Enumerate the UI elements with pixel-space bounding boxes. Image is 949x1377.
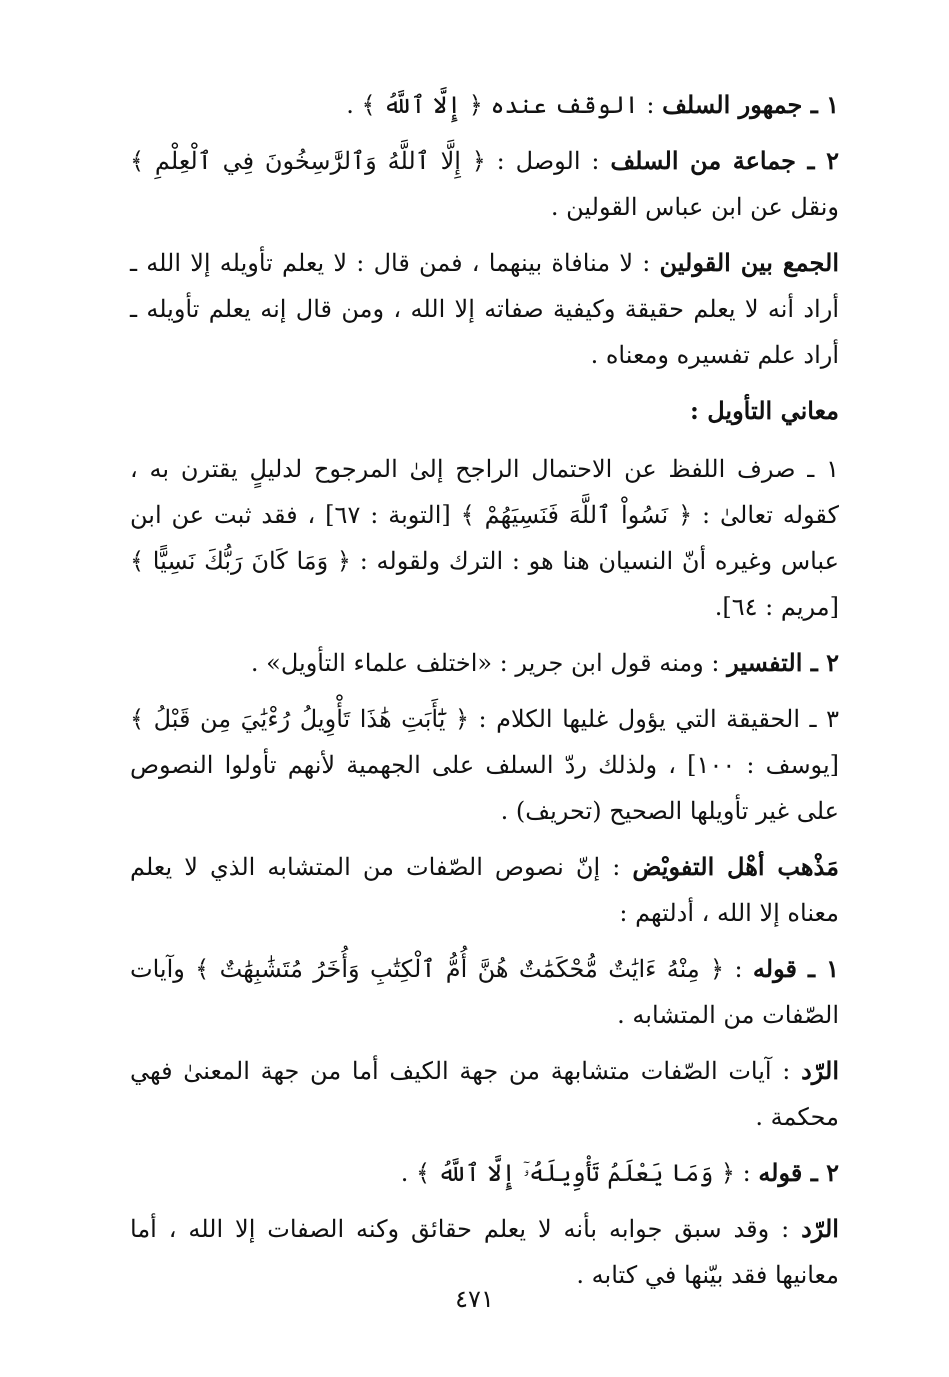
paragraph-tafwid-doctrine: [130, 844, 839, 936]
paragraph-text: : ﴿ وَمَا يَعْلَمُ تَأْوِيلَهُۥٓ إِلَّا ٱللَّهُ ﴾ .: [400, 1159, 751, 1187]
paragraph-lead: الرّد: [801, 1056, 839, 1085]
paragraph-text: : إنّ نصوص الصّفات من المتشابه الذي لا يعلم معناه إلا الله ، أدلتهم :: [130, 853, 839, 927]
section-heading-meanings: [130, 388, 839, 434]
paragraph-text: : وقد سبق جوابه بأنه لا يعلم حقائق وكنه الصفات إلا الله ، أما معانيها فقد بيّنها في كتابه .: [130, 1215, 839, 1289]
paragraph-meaning-2: [130, 640, 839, 686]
paragraph-lead: الرّد: [801, 1214, 839, 1243]
paragraph-text: ٣ ـ الحقيقة التي يؤول غليها الكلام : ﴿ يَٰٓأَبَتِ هَٰذَا تَأْوِيلُ رُءْيَٰيَ مِن قَبْلُ ﴾ [يوسف : ١٠٠] ، ولذلك ردّ السلف على الجهمية لأنهم تأولوا النصوص على غير تأويلها الصحيح (تحريف) .: [130, 705, 839, 825]
paragraph-text: : الوقف عنده ﴿ إِلَّا ٱللَّهُ ﴾ .: [346, 91, 655, 119]
page-body: [130, 82, 839, 1308]
paragraph-lead: الجمع بين القولين: [659, 248, 839, 277]
paragraph-evidence-2: [130, 1150, 839, 1196]
paragraph-meaning-3: [130, 696, 839, 834]
paragraph-reconciliation: [130, 240, 839, 378]
paragraph-majority-salaf: [130, 82, 839, 128]
paragraph-lead: ١ ـ جمهور السلف: [662, 90, 839, 119]
paragraph-meaning-1: [130, 446, 839, 630]
paragraph-text: : الوصل : ﴿ إِلَّا ٱللَّهُ وَٱلرَّٰسِخُونَ فِي ٱلْعِلْمِ ﴾ ونقل عن ابن عباس القولين .: [130, 147, 839, 221]
paragraph-lead: ٢ ـ قوله: [758, 1158, 839, 1187]
paragraph-lead: مَذْهب أهْل التفويْض: [632, 852, 840, 881]
paragraph-lead: ٢ ـ التفسير: [727, 648, 839, 677]
paragraph-evidence-1: [130, 946, 839, 1038]
paragraph-group-salaf: [130, 138, 839, 230]
paragraph-text: : آيات الصّفات متشابهة من جهة الكيف أما من جهة المعنىٰ فهي محكمة .: [130, 1057, 839, 1131]
paragraph-text: : ومنه قول ابن جرير : «اختلف علماء التأويل» .: [250, 649, 720, 677]
paragraph-text: : لا منافاة بينهما ، فمن قال : لا يعلم تأويله إلا الله ـ أراد أنه لا يعلم حقيقة وكيفية صفاته إلا الله ، ومن قال إنه يعلم تأويله ـ أراد علم تفسيره ومعناه .: [130, 249, 839, 369]
page-number: ٤٧١: [455, 1285, 494, 1313]
paragraph-lead: ١ ـ قوله: [752, 954, 839, 983]
paragraph-response-1: [130, 1048, 839, 1140]
heading-text: معاني التأويل :: [690, 396, 839, 425]
paragraph-text: ١ ـ صرف اللفظ عن الاحتمال الراجح إلىٰ المرجوح لدليلٍ يقترن به ، كقوله تعالىٰ : ﴿ نَسُواْ ٱللَّهَ فَنَسِيَهُمْ ﴾ [التوبة : ٦٧] ، فقد ثبت عن ابن عباس وغيره أنّ النسيان هنا هو : الترك ولقوله : ﴿ وَمَا كَانَ رَبُّكَ نَسِيًّا ﴾ [مريم : ٦٤].: [130, 455, 839, 621]
paragraph-lead: ٢ ـ جماعة من السلف: [610, 146, 839, 175]
paragraph-text: : ﴿ مِنْهُ ءَايَٰتٌ مُّحْكَمَٰتٌ هُنَّ أُمُّ ٱلْكِتَٰبِ وَأُخَرُ مُتَشَٰبِهَٰتٌ ﴾ وآيات الصّفات من المتشابه .: [130, 955, 839, 1029]
